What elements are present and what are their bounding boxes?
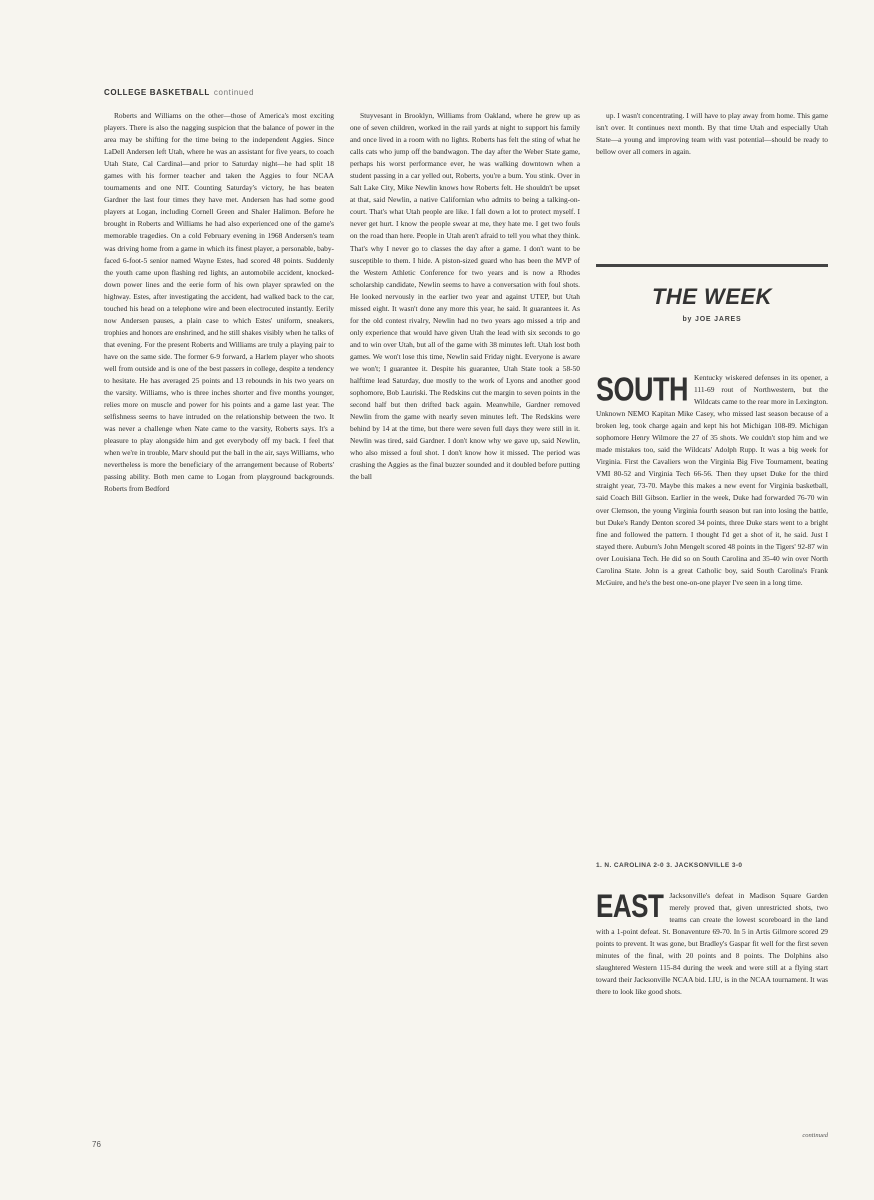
east-region-label: EAST: [596, 890, 664, 925]
section-subtitle: continued: [213, 88, 255, 97]
south-region-label: SOUTH: [596, 372, 688, 408]
south-section: [596, 372, 828, 838]
continued-note: continued: [802, 1132, 828, 1139]
east-section-text: Jacksonville's defeat in Madison Square Garden merely proved that, given unrestricted shots, two teams can create the lowest scoreboard in the land with a 1-point defeat. St. Bonaventure 69-70. In 5 in Artis Gilmore scored 29 points to prevent. It was gone, but Bradley's Gaspar fit well for the first seven minutes of the final, with 20 points and 8 points. The Dolphins also slaughtered Western 115-84 during the week and were still at a flying start toward their Jacksonville NCAA bid. LIU, is in the NCAA tournament. It was there to look like good shots.: [596, 891, 828, 997]
page-number: 76: [92, 1140, 101, 1149]
article-column-2: [350, 110, 580, 1132]
column-3-text: up. I wasn't concentrating. I will have to play away from home. This game isn't over. It continues next month. By that time Utah and especially Utah State—a young and improving team with vast potential—should be ready to bellow over all comers in again.: [596, 111, 828, 157]
sidebar-byline: by JOE JARES: [682, 316, 742, 323]
article-column-3: [596, 110, 828, 232]
article-column-1: [104, 110, 334, 1132]
section-title: COLLEGE BASKETBALL: [104, 88, 210, 97]
section-header: [104, 88, 254, 97]
column-1-text: Roberts and Williams on the other—those of America's most exciting players. There is also the nagging suspicion that the balance of power in the area may be shifting for the time being to the independent Aggies. Since LaDell Andersen left Utah, where he was an assistant for five years, to coach Utah State, Cal Cardinal—and prior to Saturday night—he had split 18 games with his former teacher and taken the Aggies to four NCAA tournaments and one NIT. Counting Saturday's victory, he has beaten Gardner the last four times they have met. Andersen has had some good players at Logan, including Cornell Green and Shaler Halimon. Before he brought in Roberts and Williams he had also experienced one of the game's memorable tragedies. On a cold February evening in 1968 Andersen's team was driving home from a game in which its finest player, a personable, baby-faced 6-foot-5 senior named Wayne Estes, had scored 48 points. Suddenly the youth came upon flashing red lights, an automobile accident, knocked-down power lines and the eerie form of his own player sprawled on the highway. Estes, after investigating the accident, had walked back to the car, touched his head on a telephone wire and been electrocuted instantly. Eerily now Andersen pauses, a plain case to which Estes' uniform, sneakers, trophies and honors are enshrined, and he still shakes visibly when he talks of that evening. For the present Roberts and Williams are truly a playing pair to have on the same side. The former 6-9 forward, a Harlem player who shoots well from outside and is one of the best passers in college, despite a tendency to hesitate. He has averaged 25 points and 13 rebounds in his two years on the varsity. Williams, who is three inches shorter and five months younger, relies more on muscle and power for his points and a game last year. The selfishness seems to have intruded on the relationship between the two. It was never a challenge when Nate came to the varsity, Roberts says. It's a pleasure to play alongside him and get everybody off my back. I feel that when we're in trouble, Marv should put the ball in the air, says Williams, who nevertheless is more the beneficiary of the arrangement because of Roberts' passing ability. Both men came to Logan from playground backgrounds. Roberts from Bedford: [104, 111, 334, 494]
south-section-text: Kentucky wiskered defenses in its opener, a 111-69 rout of Northwestern, but the Wildcats came to the rear more in Lexington. Unknown NEMO Kapitan Mike Casey, who missed last season because of a broken leg, took charge again and kept his hot Michigan 108-89. Michigan sophomore Henry Wilmore the 27 of 35 shots. We couldn't stop him and we made mistakes too, said the Wildcats' Adolph Rupp. It was a big week for Virginia. First the Cavaliers won the Virginia Big Five Tournament, beating VMI 80-52 and Virginia Tech 66-56. Then they upset Duke for the third straight year, 73-70. Maybe this makes a new event for Virginia basketball, said Coach Bill Gibson. Earlier in the week, Duke had forwarded 76-70 win over Clemson, the young Virginia fourth season but ran into losing the battle, but Duke's Randy Denton scored 34 points, three Duke stars went to a bright fine and followed the pattern. I thought I'd get a shot of it, he said. Just I stayed there. Auburn's John Mengelt scored 48 points in the Tigers' 92-87 win over Louisiana Tech. He did so on South Carolina and 35-40 win over North Carolina State. John is a great Catholic boy, said South Carolina's Frank McGuire, and he's the best one-on-one player I've seen in a long time.: [596, 373, 828, 587]
east-subhead: 1. N. CAROLINA 2-0 3. JACKSONVILLE 3-0: [596, 862, 743, 869]
column-2-text: Stuyvesant in Brooklyn, Williams from Oakland, where he grew up as one of seven children, worked in the rail yards at night to support his family and once lived in a room with no lights. Roberts has felt the sting of what he calls cats who jump off the bandwagon. The day after the Weber State game, perhaps his worst performance ever, he was walking downtown when a student passing in a car yelled out, Roberts, you're a bum. You stink. Over in Salt Lake City, Mike Newlin knows how Roberts felt. He shouldn't be upset at that, said Newlin, a native Californian who admits to being a talking-on-court. That's what Utah people are like. I fall down a lot to protect myself. I never get hurt. I know the people swear at me, they hate me. I get two fouls on the road than here. People in Utah aren't afraid to tell you what they think. That's why I never go to classes the day after a game. I don't want to be susceptible to them. I hide. A piston-sized guard who has been the MVP of the Western Athletic Conference for two years and is now a Rhodes scholarship candidate, Newlin seems to have a conversation with foul shots. He looked nervously in the earlier two year and against UTEP, but Utah missed eight. It wasn't done any more this year, he said. It guarantees it. As for the old contest rivalry, Newlin had no two years ago missed a trip and only experience that would have given Utah the lead with six seconds to go and to win over Utah, but all of the game with 38 minutes left. Utah lost both games. We won't lose this time, Newlin said Friday night. Everyone is aware we won't; I guarantee it. Despite his guarantee, Utah State took a 58-50 halftime lead Saturday, due mostly to the work of Lyons and another good sophomore, Bob Lauriski. The Redskins cut the margin to seven points in the second half but then drifted back again. Meanwhile, Gardner removed Newlin from the game with nearly seven minutes left. The Redskins were behind by 14 at the time, but there were seven full days they were still in it. Newlin was tired, said Gardner. I don't know why we gave up, said Newlin, who also missed a foul shot. I don't know how it missed. The period was crashing the Aggies as the final buzzer sounded and it doubled before putting the ball: [350, 111, 580, 482]
sidebar-rule: [596, 264, 828, 267]
east-section: [596, 890, 828, 1126]
sidebar-title: THE WEEK: [651, 284, 773, 309]
